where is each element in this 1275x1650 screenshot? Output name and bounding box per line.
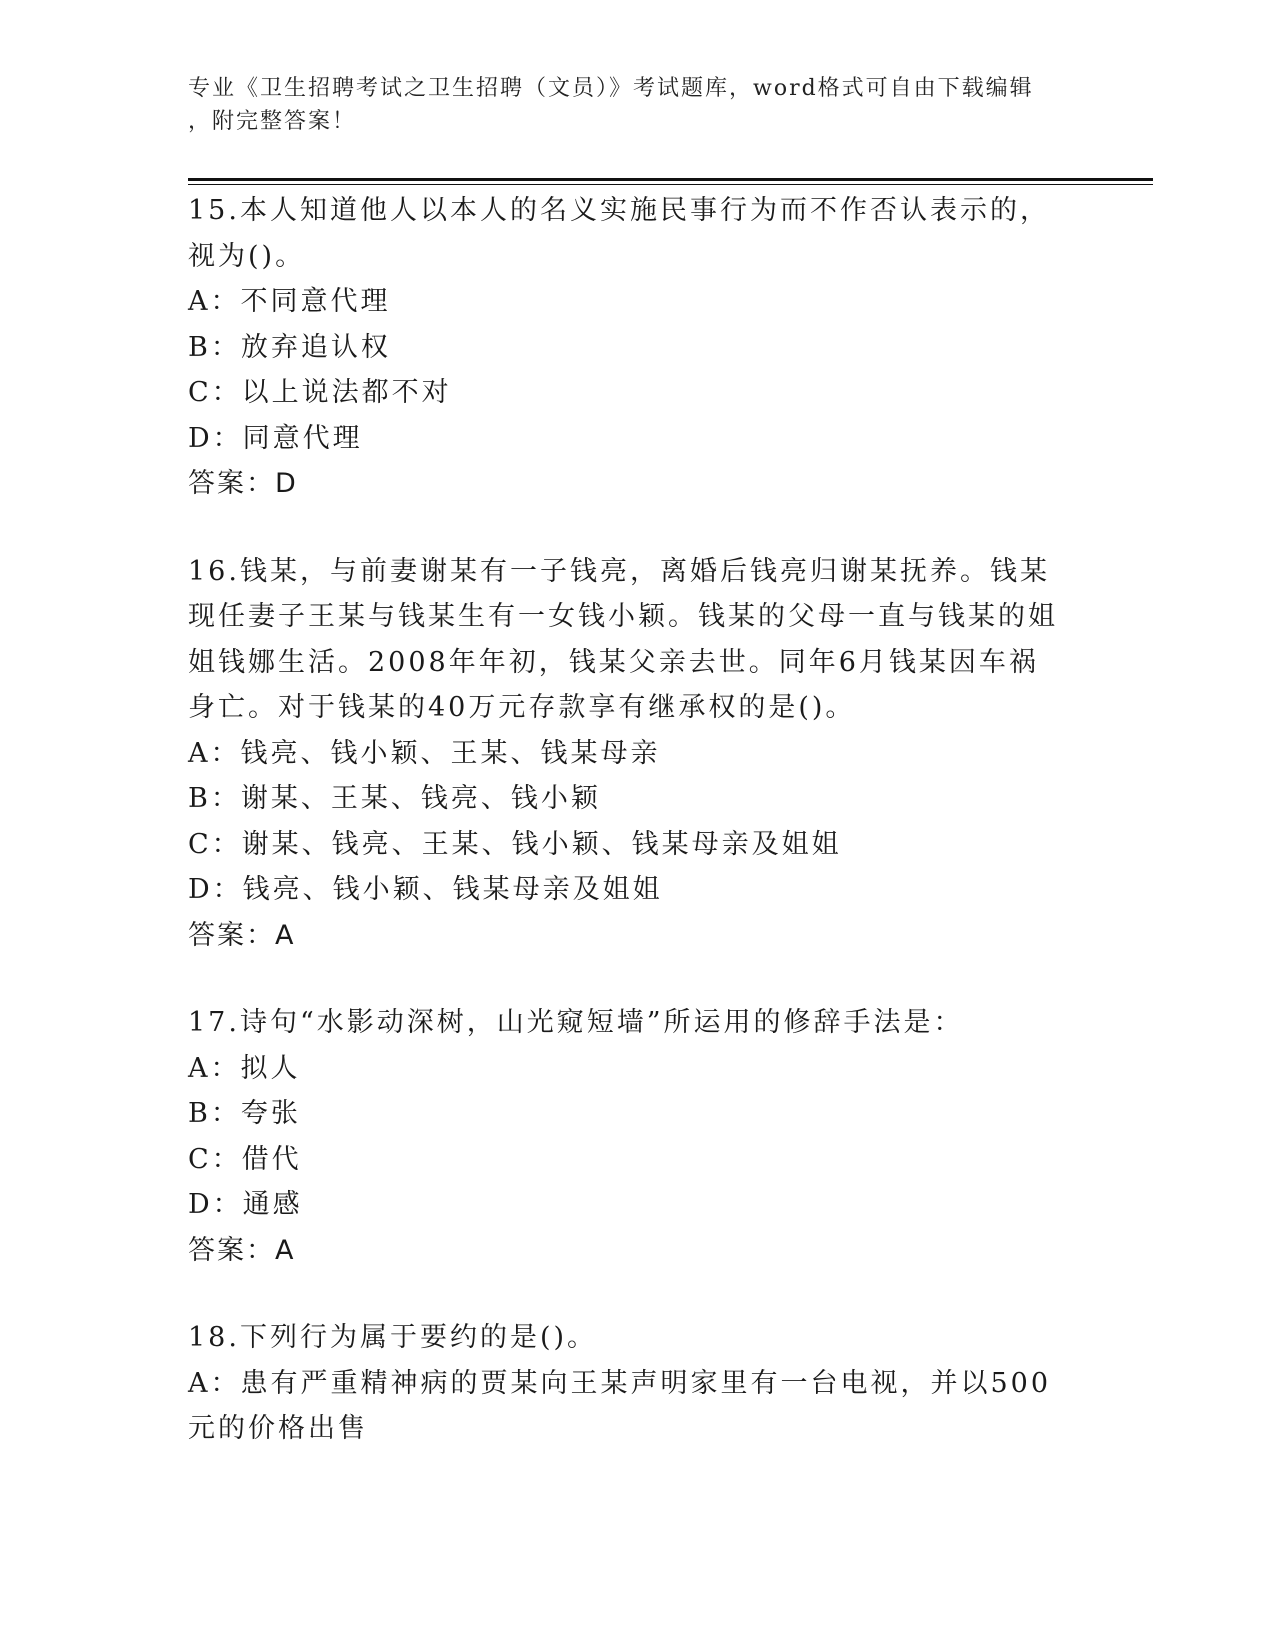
question-stem: 15.本人知道他人以本人的名义实施民事行为而不作否认表示的，视为()。 <box>188 195 1050 272</box>
document-header <box>188 72 1068 138</box>
question-17 <box>188 1000 1068 1273</box>
header-line-2: ，附完整答案！ <box>188 109 357 134</box>
question-16 <box>188 549 1068 959</box>
option-a: A：钱亮、钱小颖、王某、钱某母亲 <box>188 737 661 769</box>
option-a: A：患有严重精神病的贾某向王某声明家里有一台电视，并以500元的价格出售 <box>188 1367 1052 1444</box>
question-stem: 18.下列行为属于要约的是()。 <box>188 1322 598 1353</box>
answer-line: 答案：A <box>188 919 296 951</box>
option-b: B：夸张 <box>188 1098 301 1129</box>
header-divider-thick <box>188 178 1153 181</box>
question-18 <box>188 1315 1068 1452</box>
option-a: A：拟人 <box>188 1052 301 1084</box>
option-a: A：不同意代理 <box>188 286 391 317</box>
answer-line: 答案：A <box>188 1234 296 1266</box>
answer-line: 答案：D <box>188 468 298 499</box>
option-c: C：以上说法都不对 <box>188 377 452 408</box>
header-line-1: 专业《卫生招聘考试之卫生招聘（文员）》考试题库，word格式可自由下载编辑 <box>188 76 1034 101</box>
question-15 <box>188 188 1068 507</box>
option-d: D：同意代理 <box>188 422 363 454</box>
option-b: B：放弃追认权 <box>188 331 391 363</box>
option-d: D：钱亮、钱小颖、钱某母亲及姐姐 <box>188 874 663 905</box>
question-stem: 17.诗句“水影动深树，山光窥短墙”所运用的修辞手法是： <box>188 1007 964 1038</box>
question-list <box>188 188 1068 1494</box>
option-c: C：借代 <box>188 1143 302 1175</box>
option-b: B：谢某、王某、钱亮、钱小颖 <box>188 783 601 814</box>
question-stem: 16.钱某，与前妻谢某有一子钱亮，离婚后钱亮归谢某抚养。钱某现任妻子王某与钱某生有一女钱小颖。钱某的父母一直与钱某的姐姐钱娜生活。2008年年初，钱某父亲去世。同年6月钱某因车祸身亡。对于钱某的40万元存款享有继承权的是()。 <box>188 555 1058 723</box>
option-c: C：谢某、钱亮、王某、钱小颖、钱某母亲及姐姐 <box>188 828 842 860</box>
option-d: D：通感 <box>188 1189 303 1220</box>
header-divider-thin <box>188 184 1153 185</box>
